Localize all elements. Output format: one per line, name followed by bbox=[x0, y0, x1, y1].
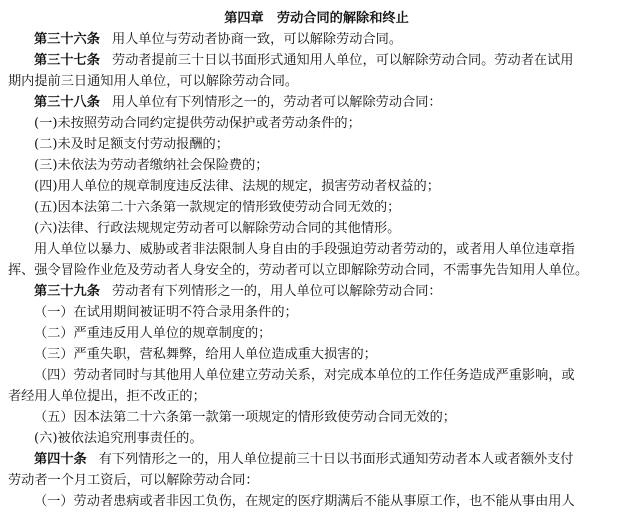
article-38-item-1: (一)未按照劳动合同约定提供劳动保护或者劳动条件的； bbox=[34, 116, 361, 131]
chapter-title: 第四章 劳动合同的解除和终止 bbox=[224, 11, 409, 26]
article-39-item-3: （三）严重失职，营私舞弊，给用人单位造成重大损害的； bbox=[34, 347, 377, 362]
article-39-heading: 第三十九条 bbox=[34, 284, 100, 299]
article-40 bbox=[34, 450, 627, 470]
article-38-item-6: (六)法律、行政法规规定劳动者可以解除劳动合同的其他情形。 bbox=[34, 221, 401, 236]
article-39-item-1: （一）在试用期间被证明不符合录用条件的； bbox=[34, 305, 298, 320]
article-39-item-6: (六)被依法追究刑事责任的。 bbox=[34, 431, 203, 446]
article-40-heading: 第四十条 bbox=[34, 452, 87, 467]
article-38-text: 用人单位有下列情形之一的，劳动者可以解除劳动合同： bbox=[111, 95, 442, 110]
article-40-item-1: （一）劳动者患病或者非因工负伤，在规定的医疗期满后不能从事原工作，也不能从事由用人 bbox=[34, 494, 575, 509]
article-38-heading: 第三十八条 bbox=[34, 95, 100, 110]
article-38 bbox=[34, 93, 627, 113]
article-38-item-4: (四)用人单位的规章制度违反法律、法规的规定，损害劳动者权益的； bbox=[34, 179, 440, 194]
article-38-paragraph-line2: 挥、强令冒险作业危及劳动者人身安全的，劳动者可以立即解除劳动合同，不需事先告知用人单位。 bbox=[8, 263, 589, 278]
article-39-item-5: （五）因本法第二十六条第一款第一项规定的情形致使劳动合同无效的； bbox=[34, 410, 456, 425]
article-39-item-2: （二）严重违反用人单位的规章制度的； bbox=[34, 326, 272, 341]
article-37-text-line1: 劳动者提前三十日以书面形式通知用人单位，可以解除劳动合同。劳动者在试用 bbox=[111, 53, 574, 68]
article-36-heading: 第三十六条 bbox=[34, 32, 100, 47]
article-40-text-line1: 有下列情形之一的，用人单位提前三十日以书面形式通知劳动者本人或者额外支付 bbox=[98, 452, 574, 467]
article-38-item-5: (五)因本法第二十六条第一款规定的情形致使劳动合同无效的； bbox=[34, 200, 401, 215]
article-37 bbox=[34, 51, 627, 71]
article-39-item-4-line1: （四）劳动者同时与其他用人单位建立劳动关系，对完成本单位的工作任务造成严重影响，或 bbox=[34, 368, 575, 383]
article-39 bbox=[34, 282, 627, 302]
article-37-heading: 第三十七条 bbox=[34, 53, 100, 68]
article-40-text-line2: 劳动者一个月工资后，可以解除劳动合同： bbox=[8, 473, 259, 488]
article-39-item-4-line2: 者经用人单位提出，拒不改正的； bbox=[8, 389, 206, 404]
article-38-paragraph-line1: 用人单位以暴力、威胁或者非法限制人身自由的手段强迫劳动者劳动的，或者用人单位违章指 bbox=[34, 242, 575, 257]
article-39-text: 劳动者有下列情形之一的，用人单位可以解除劳动合同： bbox=[111, 284, 442, 299]
article-37-text-line2: 期内提前三日通知用人单位，可以解除劳动合同。 bbox=[8, 74, 299, 89]
article-38-item-3: (三)未依法为劳动者缴纳社会保险费的； bbox=[34, 158, 269, 173]
article-36-text: 用人单位与劳动者协商一致，可以解除劳动合同。 bbox=[111, 32, 403, 47]
article-36 bbox=[34, 30, 627, 50]
article-38-item-2: (二)未及时足额支付劳动报酬的； bbox=[34, 137, 229, 152]
